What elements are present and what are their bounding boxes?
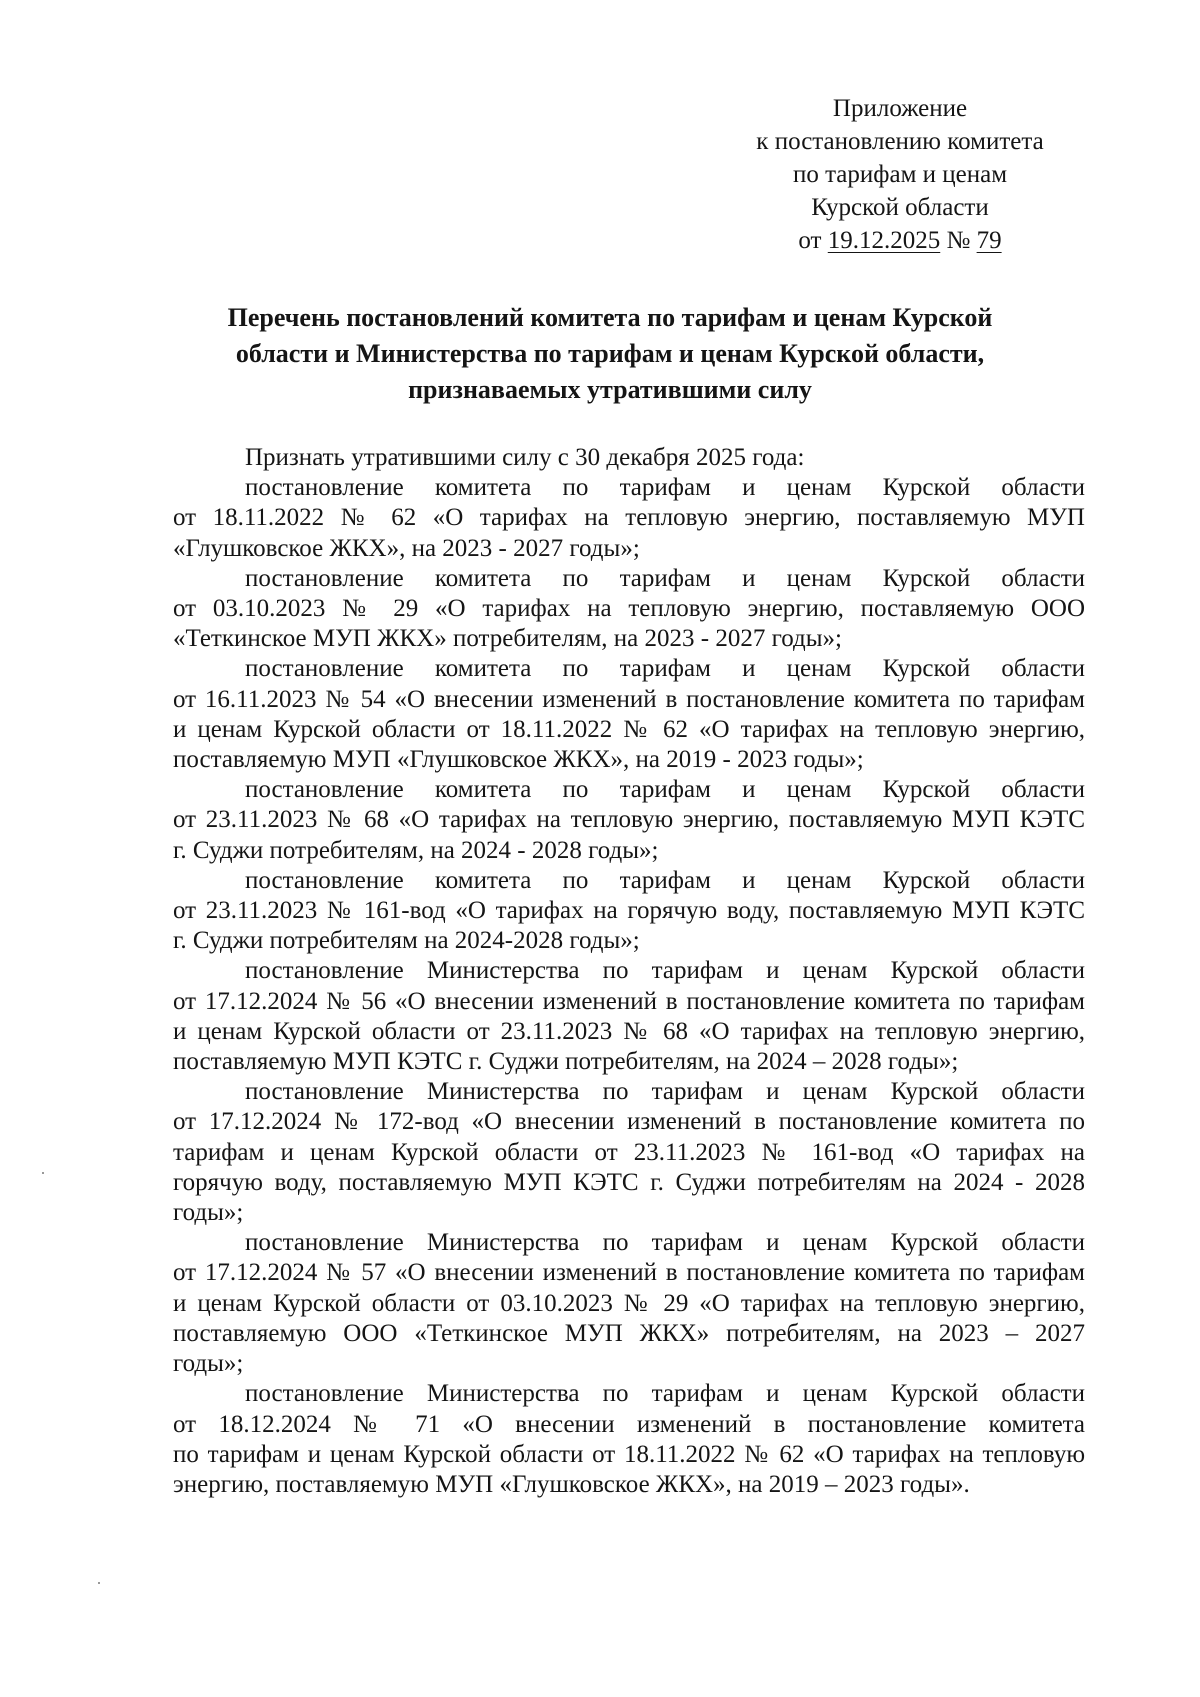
resolution-item-line: г. Суджи потребителям, на 2024 - 2028 годы»;	[173, 836, 659, 864]
annex-line-resolution: к постановлению комитета	[756, 128, 1044, 155]
resolution-item	[173, 1379, 1085, 1500]
document-title	[175, 300, 1045, 408]
intro-paragraph: Признать утратившими силу с 30 декабря 2025 года:	[245, 444, 805, 471]
annex-date: 19.12.2025	[827, 227, 941, 254]
resolution-item-line: «Глушковское ЖКХ», на 2023 - 2027 годы»;	[173, 534, 640, 562]
resolution-item-line: постановление Министерства по тарифам и ценам Курской области	[245, 1078, 1085, 1106]
resolution-item-line: по тарифам и ценам Курской области от 18.11.2022 № 62 «О тарифах на тепловую	[173, 1440, 1085, 1468]
annex-number-prefix: №	[940, 227, 977, 254]
resolution-item-line: «Теткинское МУП ЖКХ» потребителям, на 2023 - 2027 годы»;	[173, 625, 842, 653]
resolution-item-line: постановление Министерства по тарифам и ценам Курской области	[245, 957, 1085, 985]
annex-header	[700, 92, 1100, 257]
resolution-item-line: от 18.12.2024 № 71 «О внесении изменений в постановление комитета	[173, 1410, 1085, 1438]
annex-date-number	[700, 224, 1100, 257]
title-line-2: области и Министерства по тарифам и ценам Курской области,	[235, 339, 985, 368]
resolution-item-line: постановление Министерства по тарифам и ценам Курской области	[245, 1229, 1085, 1257]
resolution-item	[173, 564, 1085, 655]
resolution-item-line: постановление комитета по тарифам и ценам Курской области	[245, 655, 1085, 683]
annex-line-committee: по тарифам и ценам	[792, 161, 1008, 188]
resolution-item-line: от 17.12.2024 № 172-вод «О внесении изменений в постановление комитета по	[173, 1108, 1085, 1136]
resolution-item-line: от 16.11.2023 № 54 «О внесении изменений в постановление комитета по тарифам	[173, 685, 1085, 713]
resolution-item	[173, 1077, 1085, 1228]
resolution-item-line: от 17.12.2024 № 56 «О внесении изменений в постановление комитета по тарифам	[173, 987, 1085, 1015]
annex-number: 79	[976, 227, 1002, 254]
resolution-item	[173, 1228, 1085, 1379]
resolution-item-line: от 23.11.2023 № 68 «О тарифах на тепловую энергию, поставляемую МУП КЭТС	[173, 806, 1085, 834]
resolution-item-line: постановление комитета по тарифам и ценам Курской области	[245, 474, 1085, 502]
resolution-item	[173, 866, 1085, 957]
resolution-item	[173, 473, 1085, 564]
resolution-item-line: постановление Министерства по тарифам и ценам Курской области	[245, 1380, 1085, 1408]
document-body	[173, 443, 1085, 1500]
resolution-item-line: и ценам Курской области от 18.11.2022 № 62 «О тарифах на тепловую энергию,	[173, 715, 1085, 743]
resolution-item-line: от 18.11.2022 № 62 «О тарифах на тепловую энергию, поставляемую МУП	[173, 504, 1085, 532]
resolution-item-line: от 23.11.2023 № 161-вод «О тарифах на горячую воду, поставляемую МУП КЭТС	[173, 897, 1085, 925]
resolution-item-line: постановление комитета по тарифам и ценам Курской области	[245, 866, 1085, 894]
title-line-3: признаваемых утратившими силу	[408, 375, 812, 404]
resolution-item-line: и ценам Курской области от 23.11.2023 № 68 «О тарифах на тепловую энергию,	[173, 1017, 1085, 1045]
annex-line-region: Курской области	[811, 194, 989, 221]
resolution-item-line: от 03.10.2023 № 29 «О тарифах на тепловую энергию, поставляемую ООО	[173, 595, 1085, 623]
annex-title: Приложение	[832, 95, 968, 122]
resolution-item-line: годы»;	[173, 1350, 244, 1378]
resolution-item-line: поставляемую МУП «Глушковское ЖКХ», на 2019 - 2023 годы»;	[173, 746, 864, 774]
resolution-list	[173, 473, 1085, 1500]
resolution-item-line: горячую воду, поставляемую МУП КЭТС г. Суджи потребителям на 2024 - 2028	[173, 1168, 1085, 1196]
annex-date-prefix: от	[798, 227, 828, 254]
resolution-item-line: годы»;	[173, 1199, 244, 1227]
resolution-item-line: г. Суджи потребителям на 2024-2028 годы»;	[173, 927, 640, 955]
resolution-item	[173, 654, 1085, 775]
resolution-item-line: тарифам и ценам Курской области от 23.11.2023 № 161-вод «О тарифах на	[173, 1138, 1085, 1166]
resolution-item-line: постановление комитета по тарифам и ценам Курской области	[245, 776, 1085, 804]
resolution-item-line: поставляемую МУП КЭТС г. Суджи потребителям, на 2024 – 2028 годы»;	[173, 1048, 959, 1076]
resolution-item-line: энергию, поставляемую МУП «Глушковское ЖКХ», на 2019 – 2023 годы».	[173, 1470, 970, 1498]
resolution-item-line: поставляемую ООО «Теткинское МУП ЖКХ» потребителям, на 2023 – 2027	[173, 1319, 1085, 1347]
title-line-1: Перечень постановлений комитета по тарифам и ценам Курской	[227, 303, 993, 332]
resolution-item	[173, 956, 1085, 1077]
resolution-item-line: от 17.12.2024 № 57 «О внесении изменений в постановление комитета по тарифам	[173, 1259, 1085, 1287]
resolution-item-line: постановление комитета по тарифам и ценам Курской области	[245, 564, 1085, 592]
resolution-item	[173, 775, 1085, 866]
resolution-item-line: и ценам Курской области от 03.10.2023 № 29 «О тарифах на тепловую энергию,	[173, 1289, 1085, 1317]
